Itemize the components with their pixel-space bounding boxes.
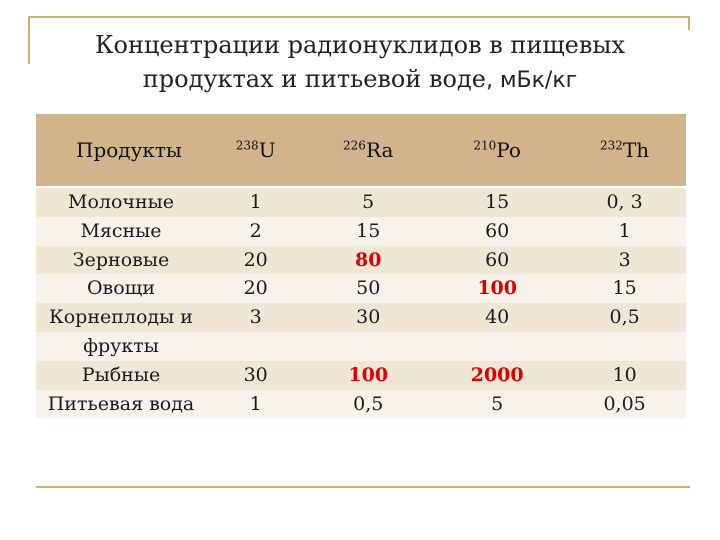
header-u238-el: U bbox=[258, 138, 276, 162]
header-products: Продукты bbox=[36, 114, 206, 187]
header-u238-mass: 238 bbox=[235, 138, 259, 153]
header-ra226 bbox=[305, 114, 431, 187]
frame-bottom-line bbox=[36, 486, 690, 488]
cell-u: 2 bbox=[206, 217, 305, 246]
header-po210 bbox=[431, 114, 563, 187]
cell-th: 1 bbox=[563, 217, 686, 246]
row-name: Рыбные bbox=[36, 361, 206, 390]
table-row bbox=[36, 390, 686, 419]
header-ra226-mass: 226 bbox=[343, 138, 366, 153]
cell-u: 1 bbox=[206, 390, 305, 419]
row-name: фрукты bbox=[36, 332, 206, 361]
cell-ra-highlight: 100 bbox=[305, 361, 431, 390]
frame-top-line bbox=[28, 16, 690, 18]
cell-po: 60 bbox=[431, 246, 563, 275]
cell-po-highlight: 2000 bbox=[431, 361, 563, 390]
cell-ra-highlight: 80 bbox=[305, 246, 431, 275]
cell-ra bbox=[305, 332, 431, 361]
table-row bbox=[36, 274, 686, 303]
cell-u: 20 bbox=[206, 246, 305, 275]
cell-th: 0,05 bbox=[563, 390, 686, 419]
cell-ra: 30 bbox=[305, 303, 431, 332]
cell-po: 5 bbox=[431, 390, 563, 419]
frame-left-line bbox=[28, 16, 30, 64]
cell-po: 60 bbox=[431, 217, 563, 246]
row-name: Молочные bbox=[36, 187, 206, 217]
cell-u bbox=[206, 332, 305, 361]
table-row bbox=[36, 217, 686, 246]
title-line-2 bbox=[60, 62, 660, 98]
title-line-2-main: продуктах и питьевой воде bbox=[142, 65, 486, 93]
row-name: Мясные bbox=[36, 217, 206, 246]
cell-u: 1 bbox=[206, 187, 305, 217]
title-line-1: Концентрации радионуклидов в пищевых bbox=[94, 31, 626, 59]
header-u238 bbox=[206, 114, 305, 187]
header-th232 bbox=[563, 114, 686, 187]
frame-right-tick bbox=[688, 16, 690, 30]
cell-u: 20 bbox=[206, 274, 305, 303]
row-name: Овощи bbox=[36, 274, 206, 303]
row-name: Зерновые bbox=[36, 246, 206, 275]
cell-po: 15 bbox=[431, 187, 563, 217]
cell-th: 0,5 bbox=[563, 303, 686, 332]
cell-th: 0, 3 bbox=[563, 187, 686, 217]
cell-th: 15 bbox=[563, 274, 686, 303]
table-row bbox=[36, 361, 686, 390]
table-row bbox=[36, 187, 686, 217]
cell-po-highlight: 100 bbox=[431, 274, 563, 303]
row-name: Питьевая вода bbox=[36, 390, 206, 419]
cell-th: 10 bbox=[563, 361, 686, 390]
header-ra226-el: Ra bbox=[365, 138, 394, 162]
cell-ra: 0,5 bbox=[305, 390, 431, 419]
cell-th bbox=[563, 332, 686, 361]
header-po210-mass: 210 bbox=[473, 138, 497, 153]
cell-po bbox=[431, 332, 563, 361]
header-th232-el: Th bbox=[622, 138, 650, 162]
table-row bbox=[36, 246, 686, 275]
row-name: Корнеплоды и bbox=[36, 303, 206, 332]
table-row bbox=[36, 332, 686, 361]
cell-ra: 5 bbox=[305, 187, 431, 217]
cell-po: 40 bbox=[431, 303, 563, 332]
cell-u: 3 bbox=[206, 303, 305, 332]
table-row bbox=[36, 303, 686, 332]
header-th232-mass: 232 bbox=[600, 138, 623, 153]
cell-u: 30 bbox=[206, 361, 305, 390]
radionuclide-table bbox=[36, 114, 686, 418]
title-unit: , мБк/кг bbox=[485, 68, 578, 93]
header-po210-el: Po bbox=[496, 138, 521, 162]
cell-ra: 50 bbox=[305, 274, 431, 303]
cell-ra: 15 bbox=[305, 217, 431, 246]
table-header-row bbox=[36, 114, 686, 187]
slide-title bbox=[60, 28, 660, 98]
cell-th: 3 bbox=[563, 246, 686, 275]
